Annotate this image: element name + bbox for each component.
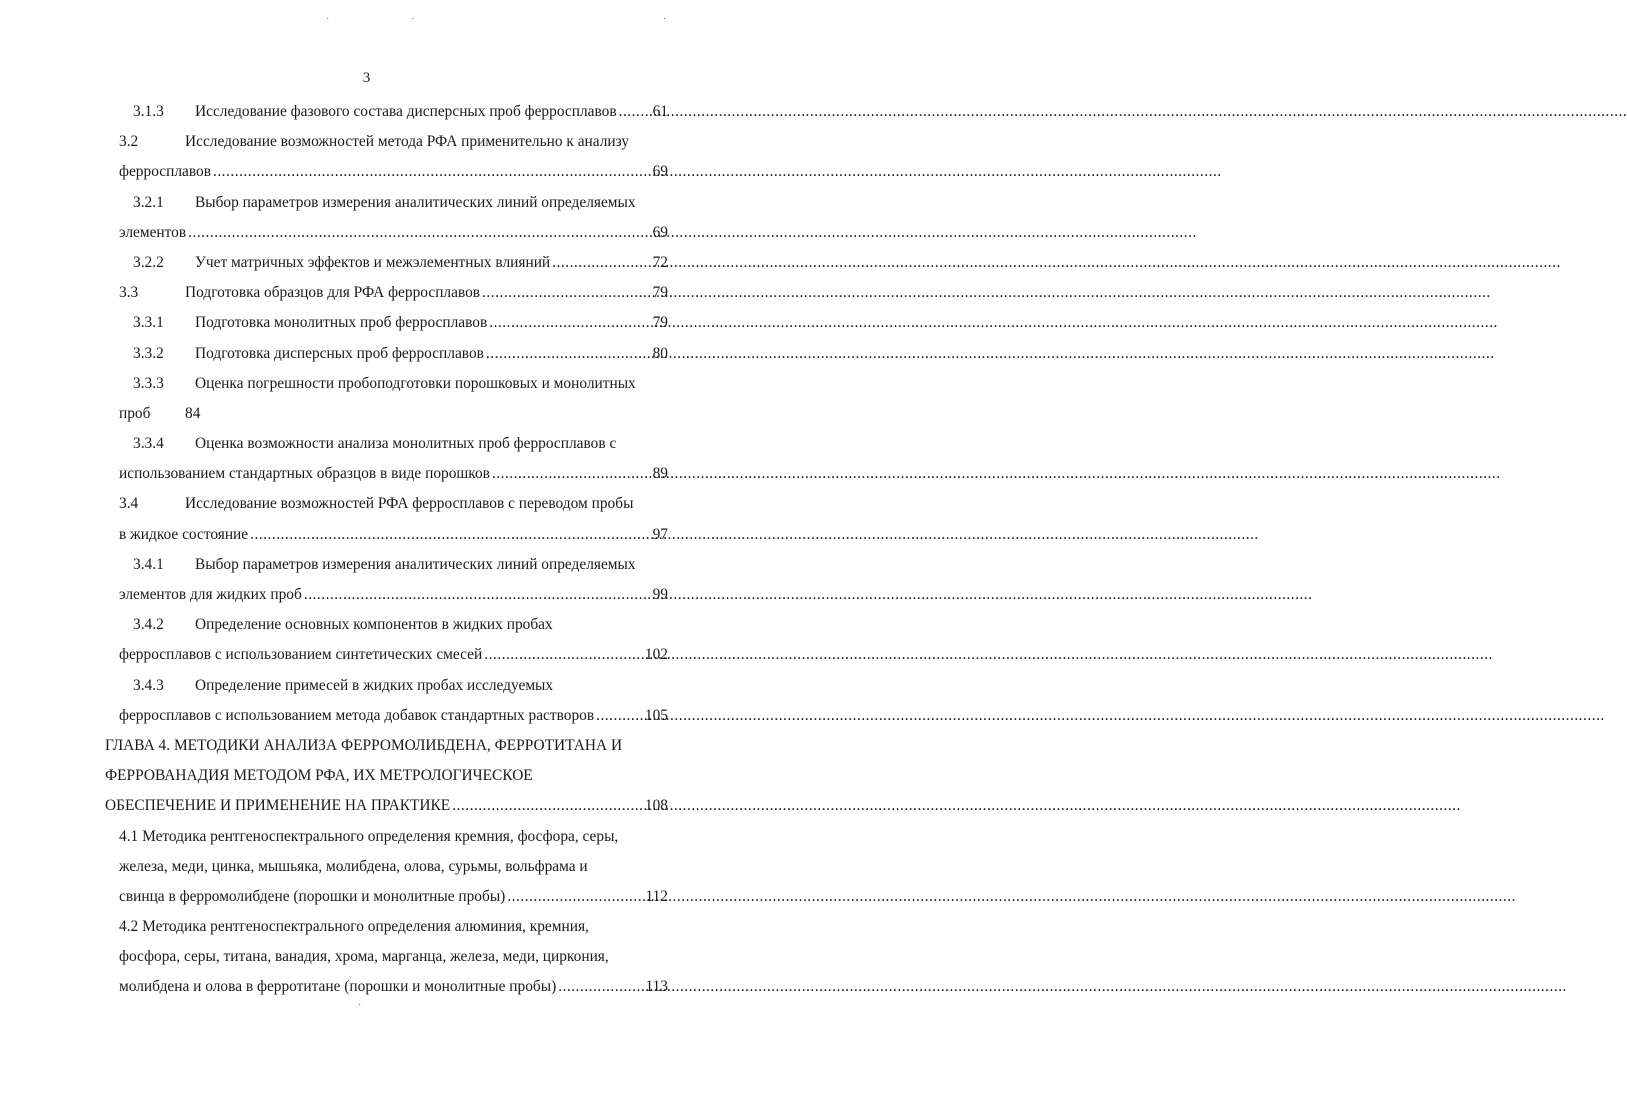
toc-entry-3-3-2[interactable] xyxy=(119,339,668,369)
toc-number: 3.1.3 xyxy=(133,103,164,120)
toc-chapter-4[interactable] xyxy=(105,731,668,822)
toc-number: 3.3 xyxy=(119,284,139,302)
toc-number: 3.4.2 xyxy=(133,616,164,634)
toc-title-cont: ферросплавов с использованием метода добавок стандартных растворов xyxy=(119,706,595,724)
toc-title-cont: проб xyxy=(119,404,151,422)
chapter-title-cont: ОБЕСПЕЧЕНИЕ И ПРИМЕНЕНИЕ НА ПРАКТИКЕ xyxy=(105,797,451,815)
toc-entry-3-3-4[interactable] xyxy=(119,429,668,459)
toc-entry-4-2[interactable] xyxy=(119,912,668,1003)
toc-page: 79 xyxy=(652,314,668,332)
toc-entry-3-2[interactable] xyxy=(119,127,668,157)
toc-page: 84 xyxy=(185,404,201,422)
toc-page: 113 xyxy=(645,978,668,996)
entry-line xyxy=(119,852,668,882)
dot-leader xyxy=(452,791,643,821)
toc-entry-3-4-1-cont[interactable] xyxy=(119,580,668,610)
toc-title: Определение основных компонентов в жидких пробах xyxy=(195,616,553,634)
scan-speck: · xyxy=(411,14,415,25)
toc-number: 3.2.1 xyxy=(133,193,164,211)
dot-leader xyxy=(492,459,651,489)
toc-page: 69 xyxy=(652,223,668,241)
scan-speck: · xyxy=(358,1000,362,1011)
toc-title: Учет матричных эффектов и межэлементных влияний xyxy=(195,253,551,271)
toc-entry-4-1[interactable] xyxy=(119,822,668,913)
dot-leader xyxy=(188,218,650,248)
toc-page: 97 xyxy=(652,525,668,543)
entry-line xyxy=(119,882,668,912)
dot-leader xyxy=(558,972,643,1002)
toc-entry-3-4-3-cont[interactable] xyxy=(119,701,668,731)
entry-line xyxy=(119,942,668,972)
toc-entry-3-3-3-cont[interactable] xyxy=(119,399,668,429)
toc-entry-3-3-4-cont[interactable] xyxy=(119,459,668,489)
toc-page: 89 xyxy=(652,465,668,483)
toc-title-cont: свинца в ферромолибдене (порошки и монолитные пробы) xyxy=(119,887,506,905)
dot-leader xyxy=(619,97,651,127)
toc-page: 102 xyxy=(644,646,668,664)
toc-entry-3-2-1-cont[interactable] xyxy=(119,218,668,248)
toc-title-cont: молибдена и олова в ферротитане (порошки и монолитные пробы) xyxy=(119,978,557,996)
toc-number: 3.3.2 xyxy=(133,344,164,362)
toc-entry-3-4-3[interactable] xyxy=(119,671,668,701)
dot-leader xyxy=(250,520,650,550)
dot-leader xyxy=(484,640,643,670)
toc-entry-3-4-cont[interactable] xyxy=(119,520,668,550)
chapter-title: ГЛАВА 4. МЕТОДИКИ АНАЛИЗА ФЕРРОМОЛИБДЕНА, ФЕРРОТИТАНА И xyxy=(105,736,623,754)
toc-title-cont: использованием стандартных образцов в виде порошков xyxy=(119,465,490,483)
scan-speck: · xyxy=(663,14,667,25)
toc-number: 3.4 xyxy=(119,495,139,513)
toc-title: Подготовка образцов для РФА ферросплавов xyxy=(185,284,481,302)
toc-page: 105 xyxy=(644,706,668,724)
toc-title: Исследование фазового состава дисперсных проб ферросплавов xyxy=(195,103,617,120)
toc-entry-3-2-cont[interactable] xyxy=(119,157,668,187)
dot-leader xyxy=(507,882,643,912)
toc-title-cont: ферросплавов xyxy=(119,163,211,181)
toc-title-cont: фосфора, серы, титана, ванадия, хрома, марганца, железа, меди, циркония, xyxy=(119,948,609,966)
toc-page: 80 xyxy=(652,344,668,362)
toc-page: 61 xyxy=(652,103,668,120)
toc-page: 99 xyxy=(652,586,668,603)
toc-title: 4.1 Методика рентгеноспектрального определения кремния, фосфора, серы, xyxy=(119,827,619,845)
entry-line xyxy=(119,912,668,942)
toc-entry-3-3-3[interactable] xyxy=(119,369,668,399)
toc-title-cont: железа, меди, цинка, мышьяка, молибдена, олова, сурьмы, вольфрама и xyxy=(119,857,588,875)
toc-number: 3.4.1 xyxy=(133,555,164,573)
toc-entry-3-4-1[interactable] xyxy=(119,550,668,580)
toc-title: 4.2 Методика рентгеноспектрального определения алюминия, кремния, xyxy=(119,918,589,936)
toc-title: Подготовка монолитных проб ферросплавов xyxy=(195,314,488,332)
toc-title: Подготовка дисперсных проб ферросплавов xyxy=(195,344,484,362)
toc-entry-3-4-2[interactable] xyxy=(119,610,668,640)
toc-number: 3.2 xyxy=(119,133,139,151)
toc-entry-3-4-2-cont[interactable] xyxy=(119,640,668,670)
toc-number: 3.3.1 xyxy=(133,314,164,332)
chapter-line xyxy=(105,761,668,791)
toc-number: 3.2.2 xyxy=(133,253,164,271)
toc-page: 112 xyxy=(645,887,668,905)
toc-number: 3.3.3 xyxy=(133,374,164,392)
dot-leader xyxy=(596,701,643,731)
toc-title: Исследование возможностей РФА ферросплавов с переводом пробы xyxy=(185,495,634,513)
table-of-contents xyxy=(105,97,668,1003)
toc-title-cont: элементов для жидких проб xyxy=(119,586,302,603)
toc-title-cont: ферросплавов с использованием синтетических смесей xyxy=(119,646,483,664)
chapter-line xyxy=(105,731,668,761)
toc-page: 108 xyxy=(644,797,668,815)
toc-title: Определение примесей в жидких пробах исследуемых xyxy=(195,676,554,694)
toc-entry-3-3-1[interactable] xyxy=(119,308,668,338)
dot-leader xyxy=(213,157,651,187)
toc-entry-3-3[interactable] xyxy=(119,278,668,308)
toc-title: Оценка погрешности пробоподготовки порошковых и монолитных xyxy=(195,374,636,392)
toc-title: Выбор параметров измерения аналитических линий определяемых xyxy=(195,193,636,211)
toc-title-cont: элементов xyxy=(119,223,187,241)
chapter-title-cont: ФЕРРОВАНАДИЯ МЕТОДОМ РФА, ИХ МЕТРОЛОГИЧЕСКОЕ xyxy=(105,767,533,785)
toc-title: Выбор параметров измерения аналитических линий определяемых xyxy=(195,555,636,573)
toc-entry-3-4[interactable] xyxy=(119,489,668,519)
toc-title-cont: в жидкое состояние xyxy=(119,525,249,543)
toc-page: 72 xyxy=(652,253,668,271)
toc-entry-3-1-3[interactable] xyxy=(119,97,668,127)
toc-title: Оценка возможности анализа монолитных проб ферросплавов с xyxy=(195,435,617,453)
toc-title: Исследование возможностей метода РФА применительно к анализу xyxy=(185,133,630,151)
page-number: 3 xyxy=(362,70,371,86)
toc-page: 69 xyxy=(652,163,668,181)
dot-leader xyxy=(552,248,650,278)
scan-speck: · xyxy=(326,14,330,25)
dot-leader xyxy=(489,308,650,338)
toc-number: 3.3.4 xyxy=(133,435,164,453)
dot-leader xyxy=(304,580,651,610)
dot-leader xyxy=(486,339,651,369)
chapter-line xyxy=(105,791,668,821)
entry-line xyxy=(119,972,668,1002)
toc-number: 3.4.3 xyxy=(133,676,164,694)
entry-line xyxy=(119,822,668,852)
toc-entry-3-2-1[interactable] xyxy=(119,188,668,218)
dot-leader xyxy=(482,278,651,308)
toc-entry-3-2-2[interactable] xyxy=(119,248,668,278)
toc-page: 79 xyxy=(652,284,668,302)
